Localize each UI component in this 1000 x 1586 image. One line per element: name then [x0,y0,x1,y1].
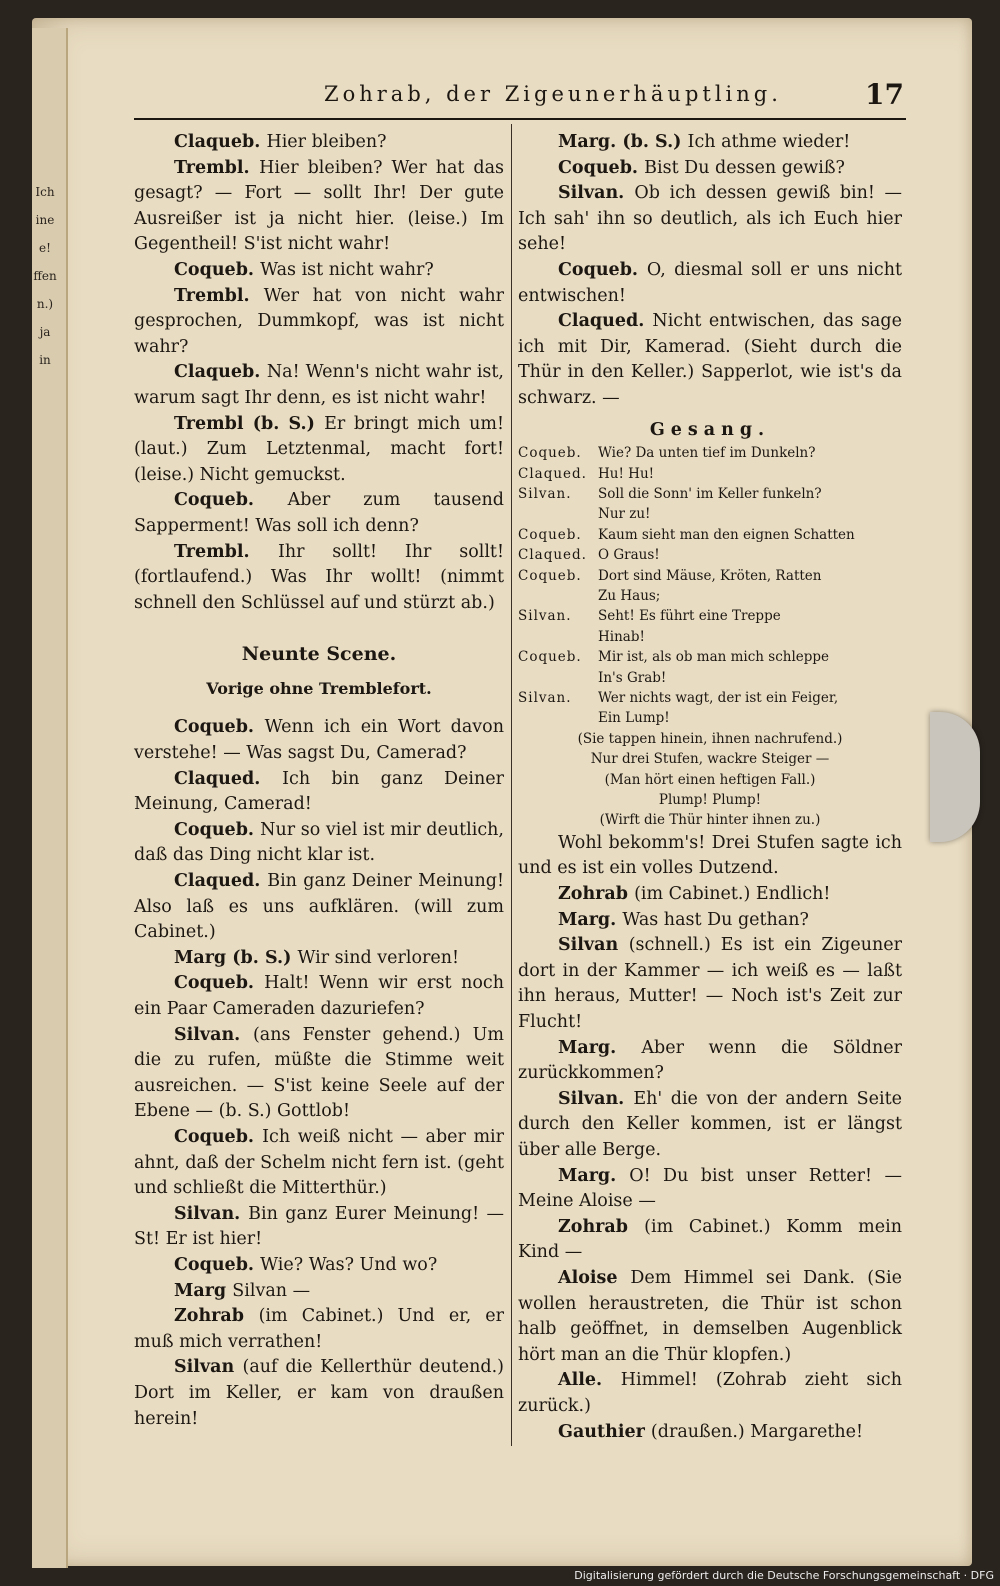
speech [134,258,504,284]
song-text: Hinab! [598,628,645,645]
song-speaker: Claqued. [518,547,587,564]
song-line [518,647,902,667]
speaker-name: Coqueb. [558,259,647,280]
speaker-name: Claqued. [174,768,283,789]
speech-text: Er bringt mich um! (laut.) Zum Letztenmal, macht fort! (leise.) Nicht gemuckst. [134,413,504,485]
song-title: Gesang. [649,419,771,440]
speech [134,540,504,617]
speech-text: Wir sind verloren! [297,947,460,968]
song-text: Zu Haus; [598,587,661,604]
speech [518,309,902,411]
song-line [518,606,902,626]
song-line [518,504,902,524]
speech [134,360,504,411]
speaker-name: Coqueb. [174,973,265,994]
speech [518,1164,902,1215]
speech-text: (schnell.) Es ist ein Zigeuner dort in der Kammer — ich weiß es — laßt ihn heraus, Mutter! — Noch ist's Zeit zur Flucht! [518,935,902,1032]
speech-text: Ihr sollt! Ihr sollt! (fortlaufend.) Was Ihr wollt! (nimmt schnell den Schlüssel auf und stürzt ab.) [134,541,504,613]
song-speaker: Silvan. [518,608,572,625]
speaker-name: Coqueb. [174,490,288,511]
margin-fragment: n.) [36,297,54,311]
song-line [518,484,902,504]
speech-text: Wohl bekomm's! Drei Stufen sagte ich und es ist ein volles Dutzend. [518,832,902,879]
speech [518,1215,902,1266]
speech-text: Na! Wenn's nicht wahr ist, warum sagt Ihr denn, es ist nicht wahr! [134,362,504,408]
song-line [518,688,902,708]
speech [518,1420,902,1446]
speech [134,284,504,361]
stage-direction: (Man hört einen heftigen Fall.) [604,771,816,788]
song-text: Nur zu! [598,506,651,523]
speech-text: Ich bin ganz Deiner Meinung, Camerad! [134,768,504,815]
speaker-name: Coqueb. [558,157,645,178]
speech-text: Silvan — [232,1280,311,1301]
speech [134,1304,504,1355]
margin-fragment: ffen [33,269,57,283]
page-gutter-edge [32,28,68,1568]
speech-text: O, diesmal soll er uns nicht entwischen! [518,259,902,306]
speaker-name: Gauthier [558,1421,651,1442]
speech-text: Bin ganz Eurer Meinung! — St! Er ist hier! [134,1203,504,1250]
speaker-name: Aloise [558,1267,631,1288]
speech-text: Wie? Was? Und wo? [260,1254,438,1275]
speaker-name: Zohrab [558,884,635,905]
margin-fragments [32,178,58,374]
song-text: Hu! Hu! [598,465,655,482]
margin-fragment: ja [39,325,51,339]
page-number: 17 [865,78,904,111]
speaker-name: Silvan [558,935,629,956]
book-page [32,18,972,1566]
speaker-name: Coqueb. [174,1254,261,1275]
speech [134,1253,504,1279]
speaker-name: Silvan [174,1357,243,1378]
speech [134,946,504,972]
speech-text: O! Du bist unser Retter! — Meine Aloise — [518,1165,902,1212]
song-text: Seht! Es führt eine Treppe [598,608,781,625]
page-marker-tab [930,712,980,842]
speaker-name: Marg. [558,1165,630,1186]
song-text: Soll die Sonn' im Keller funkeln? [598,485,822,502]
speech [134,156,504,258]
speech-text: Wenn ich ein Wort davon verstehe! — Was sagst Du, Camerad? [134,717,504,764]
speech-text: Nur so viel ist mir deutlich, daß das Ding nicht klar ist. [134,819,504,866]
speech [518,1266,902,1368]
speech-text: (ans Fenster gehend.) Um die zu rufen, müßte die Stimme weit ausreichen. — S'ist keine Seele auf der Ebene — (b. S.) Gottlob! [134,1024,504,1122]
speaker-name: Marg. [558,1037,642,1058]
song-line [518,627,902,647]
page-header [134,78,906,120]
speech-text: (auf die Kellerthür deutend.) Dort im Keller, er kam von draußen herein! [134,1357,505,1429]
speech-text: Aber wenn die Söldner zurückkommen? [518,1037,902,1084]
speech-text: (im Cabinet.) Endlich! [634,884,831,905]
speech [134,715,504,766]
margin-fragment: e! [39,241,51,255]
song-line [518,566,902,586]
speech [518,1036,902,1087]
speaker-name: Claqueb. [174,362,267,383]
speech [134,1279,504,1305]
speech [518,130,902,156]
margin-fragment: in [39,353,51,367]
speech [134,1202,504,1253]
speech-text: Was ist nicht wahr? [260,259,434,280]
song-speaker: Coqueb. [518,526,582,543]
speaker-name: Coqueb. [174,717,265,738]
stage-direction: Plump! Plump! [658,792,762,809]
speaker-name: Zohrab [174,1306,259,1327]
speech-text: Aber zum tausend Sapperment! Was soll ich denn? [134,490,504,536]
speaker-name: Marg [174,1280,233,1301]
running-title: Zohrab, der Zigeunerhäuptling. [324,82,782,106]
song-text: Ein Lump! [598,710,670,727]
speaker-name: Coqueb. [174,819,261,840]
song-line [518,525,902,545]
speech [518,933,902,1035]
song-speaker: Coqueb. [518,567,582,584]
song-text: Kaum sieht man den eignen Schatten [598,526,855,543]
stage-direction: Nur drei Stufen, wackre Steiger — [590,751,830,768]
speech [134,1125,504,1202]
column-rule [511,124,512,1446]
song-text: In's Grab! [598,669,667,686]
speech-text: Bin ganz Deiner Meinung! Also laß es uns aufklären. (will zum Cabinet.) [134,871,504,943]
speaker-name: Marg. [558,909,623,930]
speech-text: Halt! Wenn wir erst noch ein Paar Cameraden dazuriefen? [134,973,504,1019]
speaker-name: Marg (b. S.) [174,947,298,968]
speech-text: Bist Du dessen gewiß? [644,157,845,178]
speech [518,831,902,882]
song-speaker: Claqued. [518,465,587,482]
song-line [518,545,902,565]
speech-text: Was hast Du gethan? [622,909,809,930]
speech-text: (draußen.) Margarethe! [650,1421,864,1442]
left-column [134,130,504,1432]
speech [134,818,504,869]
stage-direction: (Sie tappen hinein, ihnen nachrufend.) [577,730,843,747]
speech-text: Nicht entwischen, das sage ich mit Dir, Kamerad. (Sieht durch die Thür in den Keller.) Sapperlot, wie ist's da schwarz. — [518,311,902,408]
song-line [518,443,902,463]
speech-text: (im Cabinet.) Und er, er muß mich verrathen! [134,1306,505,1352]
speech-text: Dem Himmel sei Dank. (Sie wollen heraustreten, die Thür ist schon halb geöffnet, in demselben Augenblick hört man an die Thür klopfen.) [518,1267,903,1365]
song-text: Dort sind Mäuse, Kröten, Ratten [598,567,822,584]
speech-text: Himmel! (Zohrab zieht sich zurück.) [518,1370,902,1416]
speaker-name: Silvan. [558,1088,634,1109]
speaker-name: Silvan. [174,1024,253,1045]
song-text: Wer nichts wagt, der ist ein Feiger, [598,690,839,706]
speech-text: Hier bleiben? Wer hat das gesagt? — Fort — sollt Ihr! Der gute Ausreißer ist ja nicht hier. (leise.) Im Gegentheil! S'ist nicht wahr! [134,157,504,255]
speech-text: Ich weiß nicht — aber mir ahnt, daß der Schelm nicht fern ist. (geht und schließt die Mitterthür.) [134,1126,504,1199]
song-speaker: Coqueb. [518,445,582,462]
speech-text: Wer hat von nicht wahr gesprochen, Dummkopf, was ist nicht wahr? [134,285,504,357]
song-line [518,586,902,606]
speaker-name: Claqueb. [174,132,267,152]
speaker-name: Trembl. [174,157,260,178]
speech [134,488,504,539]
speech-text: Hier bleiben? [266,132,387,152]
speech [518,1087,902,1164]
song-text: O Graus! [598,547,660,564]
speaker-name: Trembl. [174,285,264,306]
song-line [518,668,902,688]
speech [518,908,902,934]
song-speaker: Coqueb. [518,649,582,666]
speech-text: Eh' die von der andern Seite durch den Keller kommen, ist er längst über alle Berge. [518,1088,902,1160]
song-block [518,443,902,831]
song-speaker: Silvan. [518,690,572,706]
margin-fragment: ine [35,213,55,227]
speech [518,882,902,908]
speaker-name: Claqued. [174,871,268,892]
song-line [518,464,902,484]
song-text: Mir ist, als ob man mich schleppe [598,649,830,666]
speech-text: (im Cabinet.) Komm mein Kind — [518,1216,903,1263]
speaker-name: Marg. (b. S.) [558,132,688,152]
digitization-footer: Digitalisierung gefördert durch die Deutsche Forschungsgemeinschaft · DFG [574,1569,994,1582]
speaker-name: Silvan. [174,1203,249,1224]
scene-title: Neunte Scene. [241,643,397,666]
speaker-name: Coqueb. [174,1126,263,1147]
stage-direction: (Wirft die Thür hinter ihnen zu.) [599,812,821,829]
speaker-name: Silvan. [558,183,635,204]
speaker-name: Trembl (b. S.) [174,413,325,434]
speech-text: Ich athme wieder! [687,132,851,152]
speech [134,1355,504,1432]
speech [134,1023,504,1125]
song-speaker: Silvan. [518,485,572,502]
speech [518,181,902,258]
speech [134,767,504,818]
speech-text: Ob ich dessen gewiß bin! — Ich sah' ihn so deutlich, als ich Euch hier sehe! [518,183,902,255]
speech [134,869,504,946]
speaker-name: Trembl. [174,541,278,562]
speech [518,258,902,309]
speech [134,130,504,156]
scene-subtitle: Vorige ohne Tremblefort. [206,678,432,698]
song-text: Wie? Da unten tief im Dunkeln? [598,445,816,462]
speaker-name: Zohrab [558,1216,645,1237]
speaker-name: Claqued. [558,311,653,332]
song-line [518,708,902,728]
speech [518,156,902,182]
speech [518,1368,902,1419]
speaker-name: Coqueb. [174,259,261,280]
speaker-name: Alle. [558,1370,621,1391]
margin-fragment: Ich [35,185,55,199]
speech [134,412,504,489]
speech [134,971,504,1022]
right-column [518,130,902,1445]
